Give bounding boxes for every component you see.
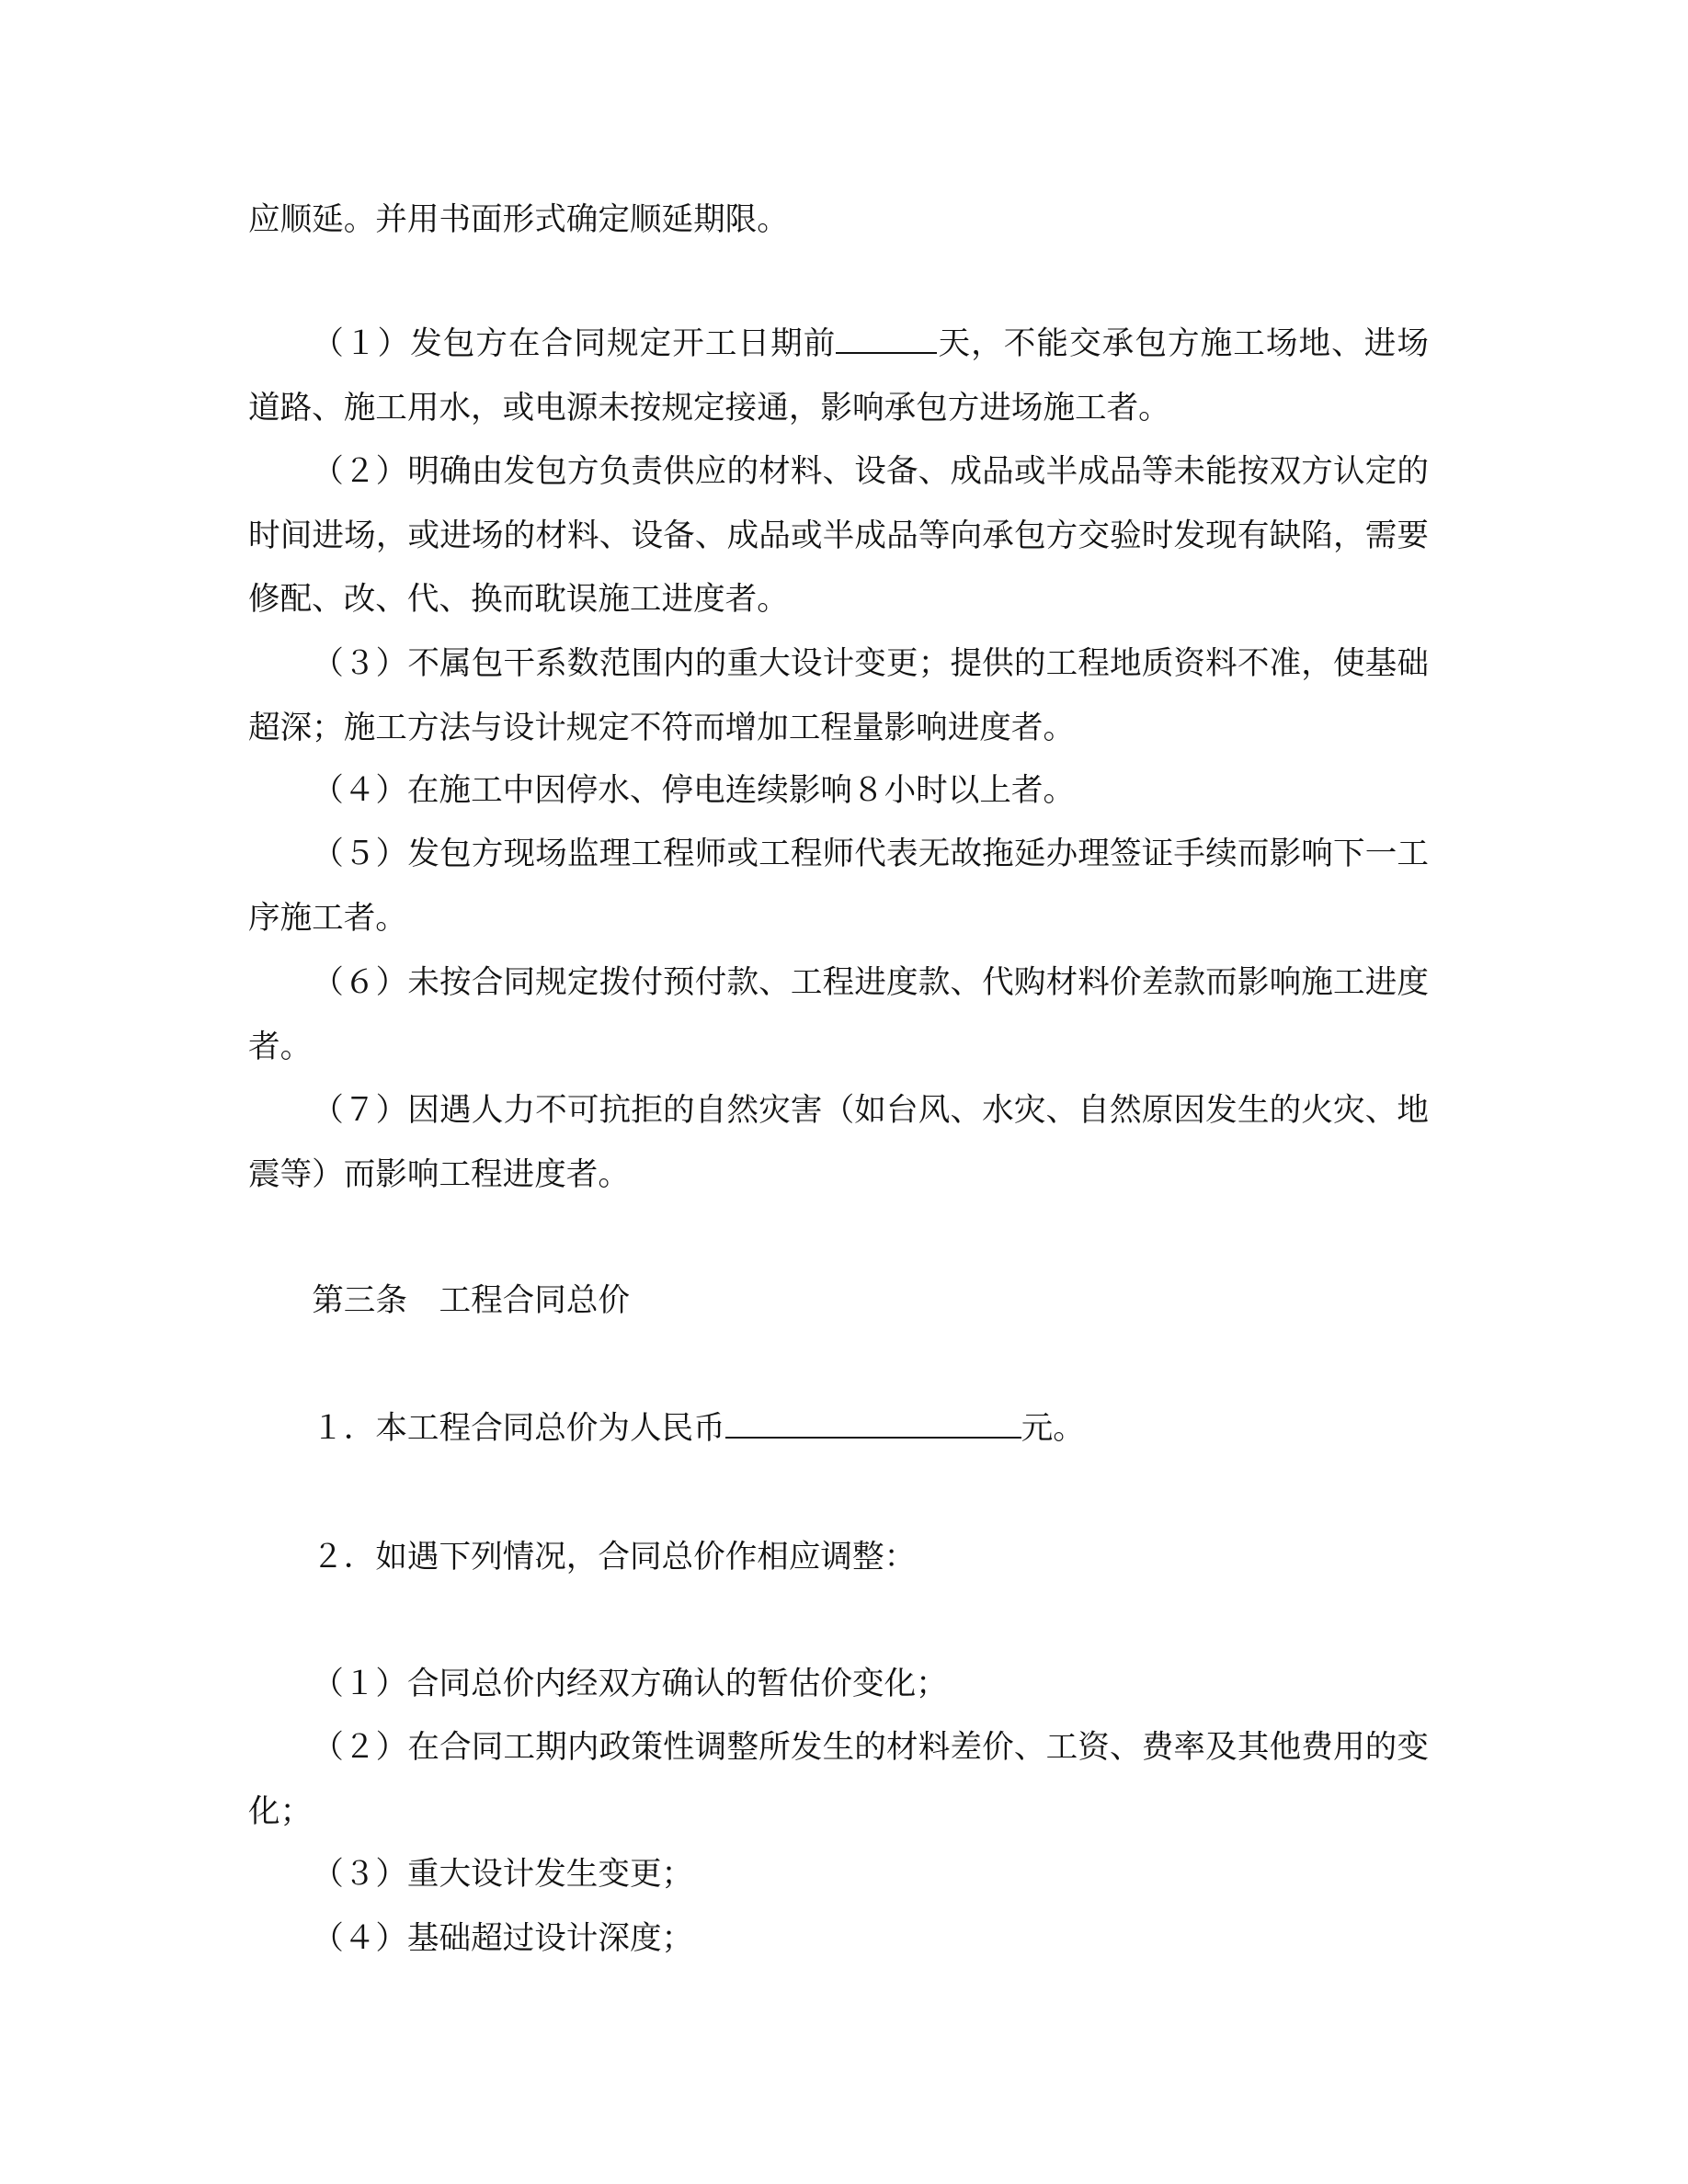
- delay-item-4: （４）在施工中因停水、停电连续影响８小时以上者。: [312, 772, 1076, 809]
- delay-item-6: （６）未按合同规定拨付预付款、工程进度款、代购材料价差款而影响施工进度者。: [248, 964, 1429, 1065]
- clause-1: [248, 1397, 1429, 1462]
- article-title: 工程合同总价: [439, 1282, 630, 1319]
- clause-2: ２．如遇下列情况，合同总价作相应调整：: [312, 1539, 917, 1575]
- total-price-blank-field[interactable]: [725, 1409, 1021, 1439]
- article-number: 第三条: [312, 1282, 407, 1319]
- adjustment-item-2: （２）在合同工期内政策性调整所发生的材料差价、工资、费率及其他费用的变化；: [248, 1729, 1429, 1830]
- clause-1-text-a: １．本工程合同总价为人民币: [312, 1410, 725, 1447]
- article-3-heading: [248, 1269, 1429, 1334]
- days-blank-field[interactable]: [836, 324, 937, 354]
- delay-item-7: （７）因遇人力不可抗拒的自然灾害（如台风、水灾、自然原因发生的火灾、地震等）而影响工程进度者。: [248, 1092, 1429, 1193]
- adjustment-item-3: （３）重大设计发生变更；: [312, 1856, 694, 1893]
- delay-item-5: （５）发包方现场监理工程师或工程师代表无故拖延办理签证手续而影响下一工序施工者。: [248, 836, 1429, 937]
- delay-item-1-text-b: 天，不能交承包方施工场地、进场道路、施工用水，或电源未按规定接通，影响承包方进场施工者。: [248, 325, 1430, 427]
- adjustment-item-1: （１）合同总价内经双方确认的暂估价变化；: [312, 1666, 948, 1702]
- delay-item-2: （２）明确由发包方负责供应的材料、设备、成品或半成品等未能按双方认定的时间进场，或进场的材料、设备、成品或半成品等向承包方交验时发现有缺陷，需要修配、改、代、换而耽误施工进度者。: [248, 453, 1429, 618]
- adjustment-item-4: （４）基础超过设计深度；: [312, 1920, 694, 1957]
- delay-item-1: [248, 313, 1429, 440]
- continuation-paragraph: 应顺延。并用书面形式确定顺延期限。: [248, 201, 789, 238]
- clause-1-text-b: 元。: [1021, 1410, 1085, 1447]
- delay-item-1-text-a: （１）发包方在合同规定开工日期前: [312, 325, 837, 362]
- delay-item-3: （３）不属包干系数范围内的重大设计变更；提供的工程地质资料不准，使基础超深；施工方法与设计规定不符而增加工程量影响进度者。: [248, 645, 1429, 746]
